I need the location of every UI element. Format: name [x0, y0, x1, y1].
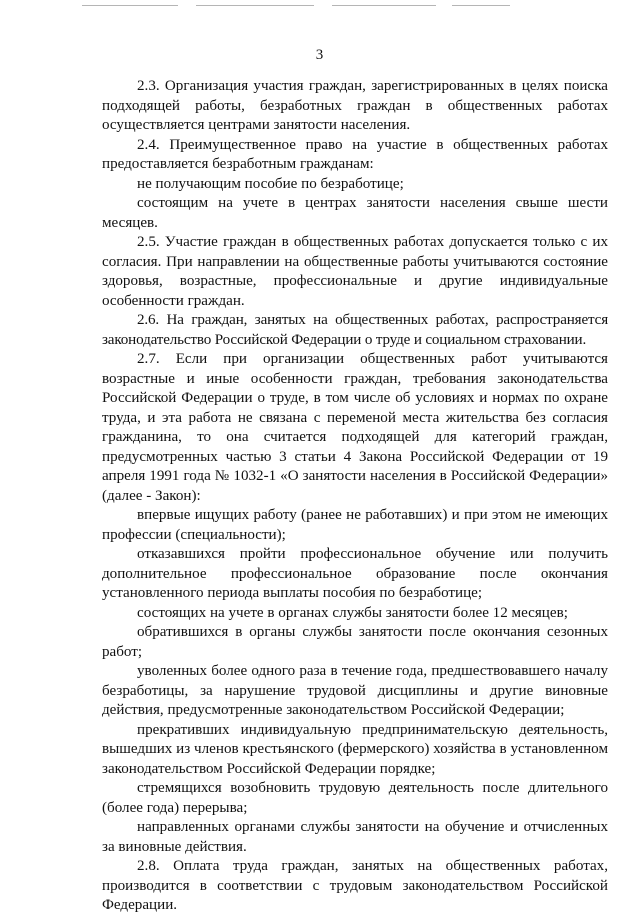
list-item: стремящихся возобновить трудовую деятельность после длительного (более года) перерыва;	[102, 780, 608, 816]
scan-artifact-line	[82, 5, 178, 6]
list-item: обратившихся в органы службы занятости после окончания сезонных работ;	[102, 624, 608, 660]
paragraph-2-7: 2.7. Если при организации общественных работ учитываются возрастные и иные особенности граждан, требования законодательства Российской Федерации о труде, в том числе об условиях и нормах по охране труда, и эта работа не связана с переменой места жительства без согласия гражданина, то она считается подходящей для категорий граждан, предусмотренных частью 3 статьи 4 Закона Российской Федерации от 19 апреля 1991 года № 1032-1 «О занятости населения в Российской Федерации» (далее - Закон):	[102, 351, 608, 504]
scan-artifact-line	[196, 5, 314, 6]
paragraph-2-6: 2.6. На граждан, занятых на общественных работах, распространяется законодательство Российской Федерации о труде и социальном страховании.	[102, 312, 608, 348]
paragraph-2-8: 2.8. Оплата труда граждан, занятых на общественных работах, производится в соответствии с трудовым законодательством Российской Федерации.	[102, 858, 608, 913]
scan-artifact-line	[452, 5, 510, 6]
list-item: не получающим пособие по безработице;	[137, 175, 404, 192]
paragraph-2-4: 2.4. Преимущественное право на участие в общественных работах предоставляется безработным гражданам:	[102, 136, 608, 172]
scan-artifact-line	[332, 5, 436, 6]
list-item: впервые ищущих работу (ранее не работавших) и при этом не имеющих профессии (специальности);	[102, 507, 608, 543]
page-number: 3	[315, 47, 324, 63]
list-item: отказавшихся пройти профессиональное обучение или получить дополнительное профессиональное образование после окончания установленного периода выплаты пособия по безработице;	[102, 546, 608, 601]
paragraph-2-5: 2.5. Участие граждан в общественных работах допускается только с их согласия. При направлении на общественные работы учитываются состояние здоровья, возрастные, профессиональные и другие индивидуальные особенности граждан.	[102, 234, 608, 309]
list-item: состоящим на учете в центрах занятости населения свыше шести месяцев.	[102, 195, 608, 231]
document-body	[102, 77, 608, 916]
paragraph-2-3: 2.3. Организация участия граждан, зарегистрированных в целях поиска подходящей работы, безработных граждан в общественных работах осуществляется центрами занятости населения.	[102, 78, 608, 133]
list-item: прекративших индивидуальную предпринимательскую деятельность, вышедших из членов крестьянского (фермерского) хозяйства в установленном законодательством Российской Федерации порядке;	[102, 721, 608, 777]
list-item: состоящих на учете в органах службы занятости более 12 месяцев;	[137, 604, 568, 621]
list-item: уволенных более одного раза в течение года, предшествовавшего началу безработицы, за нарушение трудовой дисциплины и другие виновные действия, предусмотренные законодательством Российской Федерации;	[102, 663, 608, 718]
list-item: направленных органами службы занятости на обучение и отчисленных за виновные действия.	[102, 819, 608, 855]
